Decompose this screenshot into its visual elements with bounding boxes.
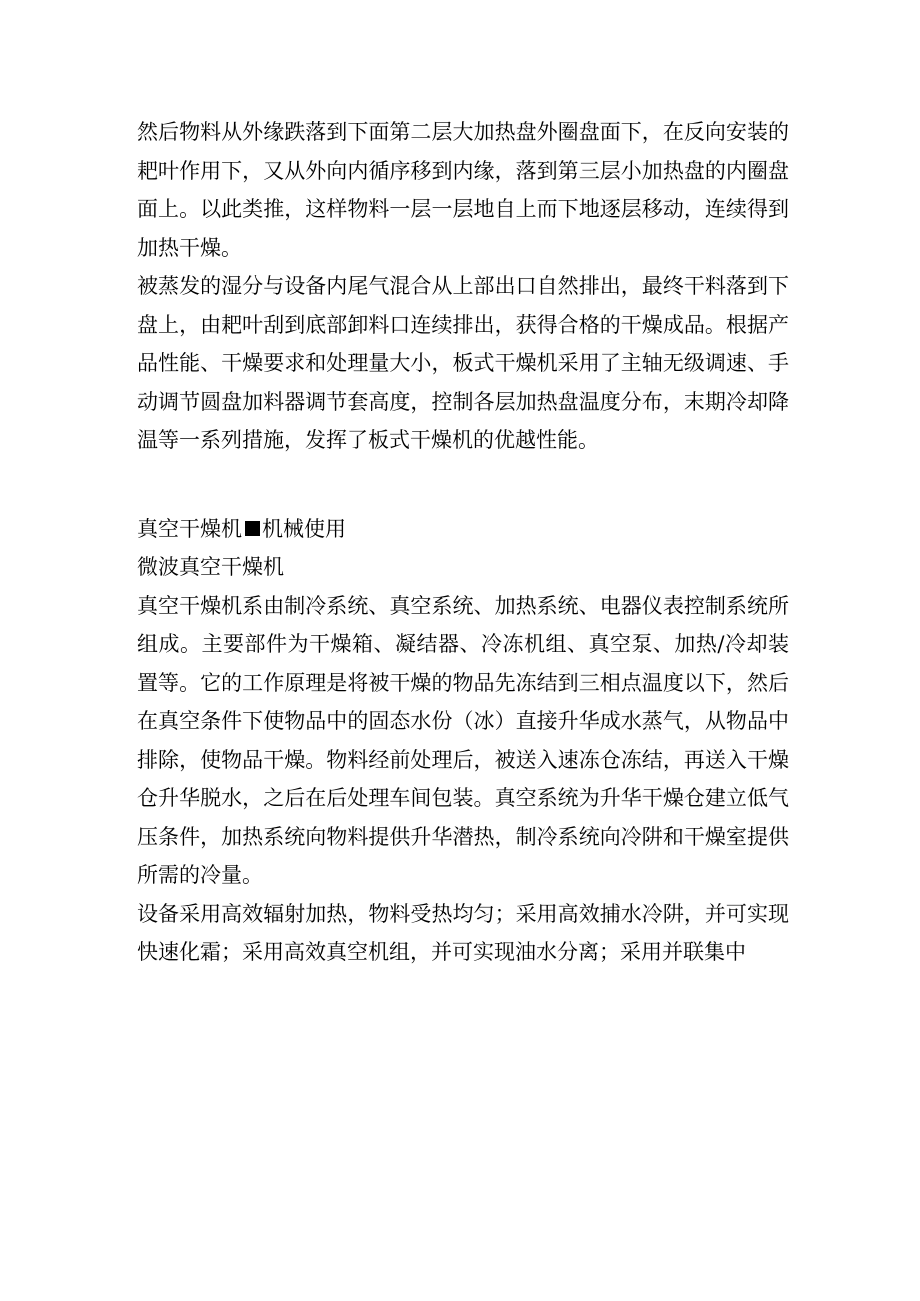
paragraph-evaporation: 被蒸发的湿分与设备内尾气混合从上部出口自然排出，最终干料落到下盘上，由耙叶刮到底部卸料口连续排出，获得合格的干燥成品。根据产品性能、干燥要求和处理量大小，板式干燥机采用了主轴无级调速、手动调节圆盘加料器调节套高度，控制各层加热盘温度分布，末期冷却降温等一系列措施，发挥了板式干燥机的优越性能。 [137, 274, 789, 452]
paragraph-vacuum-system: 真空干燥机系由制冷系统、真空系统、加热系统、电器仪表控制系统所组成。主要部件为干燥箱、凝结器、冷冻机组、真空泵、加热/冷却装置等。它的工作原理是将被干燥的物品先冻结到三相点温度以下，然后在真空条件下使物品中的固态水份（冰）直接升华成水蒸气，从物品中排除，使物品干燥。物料经前处理后，被送入速冻仓冻结，再送入干燥仓升华脱水，之后在后处理车间包装。真空系统为升华干燥仓建立低气压条件，加热系统向物料提供升华潜热，制冷系统向冷阱和干燥室提供所需的冷量。 [137, 593, 789, 887]
heading-left: 真空干燥机 [137, 516, 242, 541]
section-heading [137, 510, 789, 549]
black-square-icon [245, 521, 260, 536]
section-subheading: 微波真空干燥机 [137, 555, 284, 579]
paragraph-heating-plates: 然后物料从外缘跌落到下面第二层大加热盘外圈盘面下，在反向安装的耙叶作用下，又从外向内循序移到内缘，落到第三层小加热盘的内圈盘面上。以此类推，这样物料一层一层地自上而下地逐层移动，连续得到加热干燥。 [137, 120, 789, 260]
heading-right: 机械使用 [262, 516, 346, 541]
paragraph-equipment-features: 设备采用高效辐射加热，物料受热均匀；采用高效捕水冷阱，并可实现快速化霜；采用高效真空机组，并可实现油水分离；采用并联集中 [137, 901, 789, 964]
section-gap [137, 460, 789, 510]
